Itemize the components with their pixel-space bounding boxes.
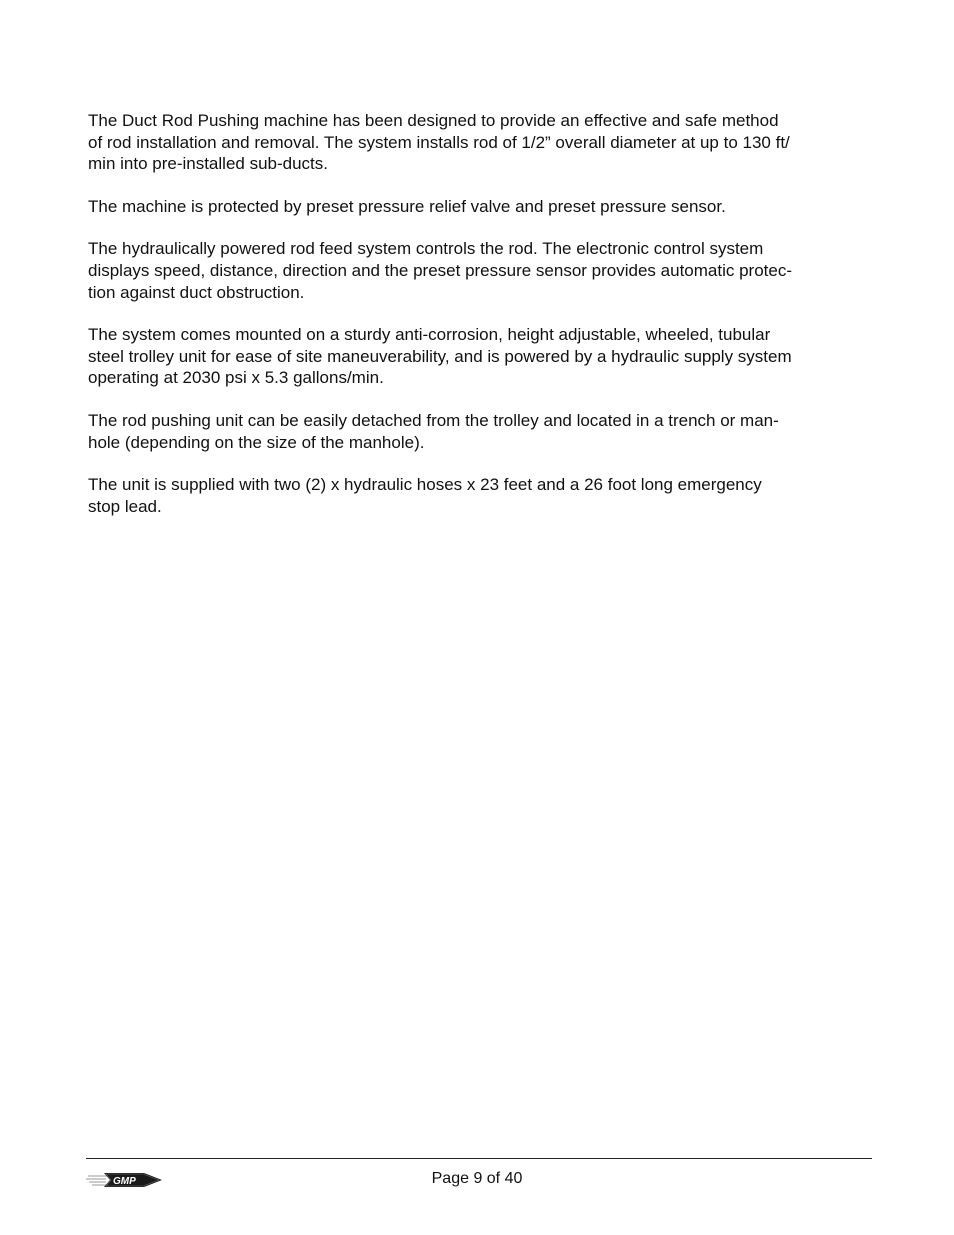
svg-text:GMP: GMP [113,1176,136,1187]
paragraph-protection: The machine is protected by preset pressure relief valve and preset pressure sensor. [88,196,726,216]
document-body [88,110,878,538]
paragraph-trolley: The system comes mounted on a sturdy anti-corrosion, height adjustable, wheeled, tubular steel trolley unit for ease of site maneuverability, and is powered by a hydraulic supply system operating at 2030 psi x 5.3 gallons/min. [88,325,792,388]
footer-divider [86,1158,872,1159]
paragraph-supplied-items: The unit is supplied with two (2) x hydraulic hoses x 23 feet and a 26 foot long emergency stop lead. [88,475,762,516]
paragraph-overview: The Duct Rod Pushing machine has been designed to provide an effective and safe method of rod installation and removal. The system installs rod of 1/2” overall diameter at up to 130 ft/ min into pre-installed sub-ducts. [88,111,790,174]
page-number: Page 9 of 40 [431,1170,523,1187]
paragraph-detach: The rod pushing unit can be easily detached from the trolley and located in a trench or man- hole (depending on the size of the manhole). [88,410,779,452]
paragraph-feed-system: The hydraulically powered rod feed system controls the rod. The electronic control system displays speed, distance, direction and the preset pressure sensor provides automatic protec- tion against duct obstruction. [88,239,792,302]
